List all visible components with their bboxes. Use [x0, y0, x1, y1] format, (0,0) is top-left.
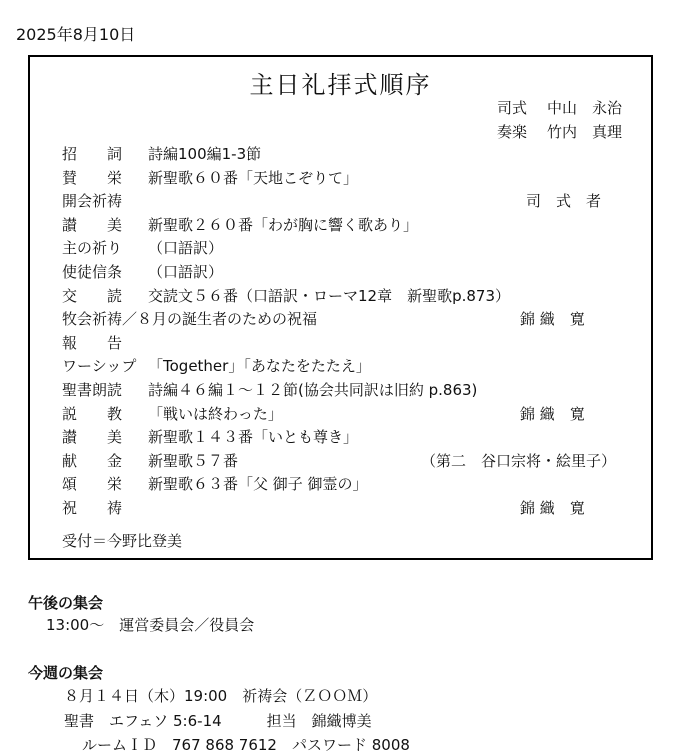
order-item-label: ワーシップ: [62, 357, 137, 376]
order-item-label: 主の祈り: [62, 239, 123, 258]
bulletin-title: 主日礼拝式順序: [249, 71, 432, 99]
order-item-text: 交読文５６番（口語訳・ローマ12章 新聖歌p.873）: [148, 286, 511, 305]
order-item-leader: 司 式 者: [526, 192, 602, 211]
order-item-text: （口語訳）: [148, 239, 224, 258]
order-item-label: 献 金: [62, 451, 123, 470]
staff-officiant: [497, 97, 633, 118]
order-item-label: 開会祈祷: [62, 192, 123, 211]
order-item: [62, 308, 633, 329]
order-item-label: 頌 栄: [62, 475, 123, 494]
order-item-text: 新聖歌１４３番「いとも尊き」: [148, 428, 359, 447]
order-item: [62, 214, 633, 235]
order-item-label: 聖書朗読: [62, 381, 123, 399]
order-item-leader: 錦 織 寛: [520, 404, 585, 423]
order-item-text: （口語訳）: [148, 263, 224, 281]
order-item: [62, 237, 633, 258]
order-item: [62, 426, 633, 447]
order-item-label: 交 読: [62, 286, 123, 305]
order-item: [62, 261, 633, 282]
order-item-text: 新聖歌６３番「父 御子 御霊の」: [148, 475, 368, 494]
order-item-label: 祝 祷: [62, 499, 123, 517]
order-item-label: 讃 美: [62, 428, 123, 447]
order-item: [62, 450, 633, 471]
weekly-title: 今週の集会: [28, 664, 104, 682]
order-item: [62, 143, 633, 164]
order-item: [62, 190, 633, 211]
worship-order-box: [28, 55, 653, 560]
staff-name: 竹内 真理: [547, 123, 623, 141]
afternoon-title: 午後の集会: [28, 594, 104, 612]
order-item: [62, 167, 633, 188]
order-item: [62, 379, 633, 400]
order-item-text: 新聖歌６０番「天地こぞりて」: [148, 168, 359, 187]
order-item-label: 説 教: [62, 404, 123, 423]
order-item-label: 使徒信条: [62, 263, 123, 281]
order-item-text: 新聖歌２６０番「わが胸に響く歌あり」: [148, 215, 419, 234]
order-item-text: 詩編４６編１～１２節(協会共同訳は旧約 p.863): [148, 381, 478, 399]
weekly-line-2: 聖書 エフェソ 5:6-14 担当 錦織博美: [64, 712, 372, 730]
order-item-label: 讃 美: [62, 215, 123, 234]
order-item-leader: 錦 織 寛: [520, 310, 585, 329]
order-item-text: 牧会祈祷／８月の誕生者のための祝福: [62, 310, 318, 329]
order-item-label: 賛 栄: [62, 168, 123, 187]
weekly-line-1: ８月１４日（木）19:00 祈祷会（ＺＯＯＭ）: [64, 687, 378, 705]
order-item-leader: （第二 谷口宗将・絵里子）: [421, 451, 617, 470]
order-item: [62, 403, 633, 424]
order-item-text: 新聖歌５７番: [148, 451, 239, 470]
staff-role: 奏楽: [497, 123, 528, 141]
staff-role: 司式: [497, 99, 528, 117]
order-item: [62, 332, 633, 353]
order-item-text: 「Together」「あなたをたたえ」: [148, 357, 371, 376]
order-item: [62, 497, 633, 518]
order-item-label: 報 告: [62, 333, 123, 352]
reception: 受付＝今野比登美: [62, 532, 183, 550]
afternoon-line: 13:00～ 運営委員会／役員会: [46, 616, 255, 634]
order-item-text: 詩編100編1-3節: [148, 145, 262, 163]
order-item-label: 招 詞: [62, 145, 123, 163]
order-item: [62, 355, 633, 376]
staff-name: 中山 永治: [547, 99, 623, 117]
weekly-line-3: ルームＩＤ 767 868 7612 パスワード 8008: [82, 736, 410, 754]
order-item: [62, 473, 633, 494]
order-item: [62, 285, 633, 306]
order-item-text: 「戦いは終わった」: [148, 404, 283, 423]
staff-organist: [497, 121, 633, 142]
order-item-leader: 錦 織 寛: [520, 499, 585, 517]
date: 2025年8月10日: [16, 25, 136, 44]
